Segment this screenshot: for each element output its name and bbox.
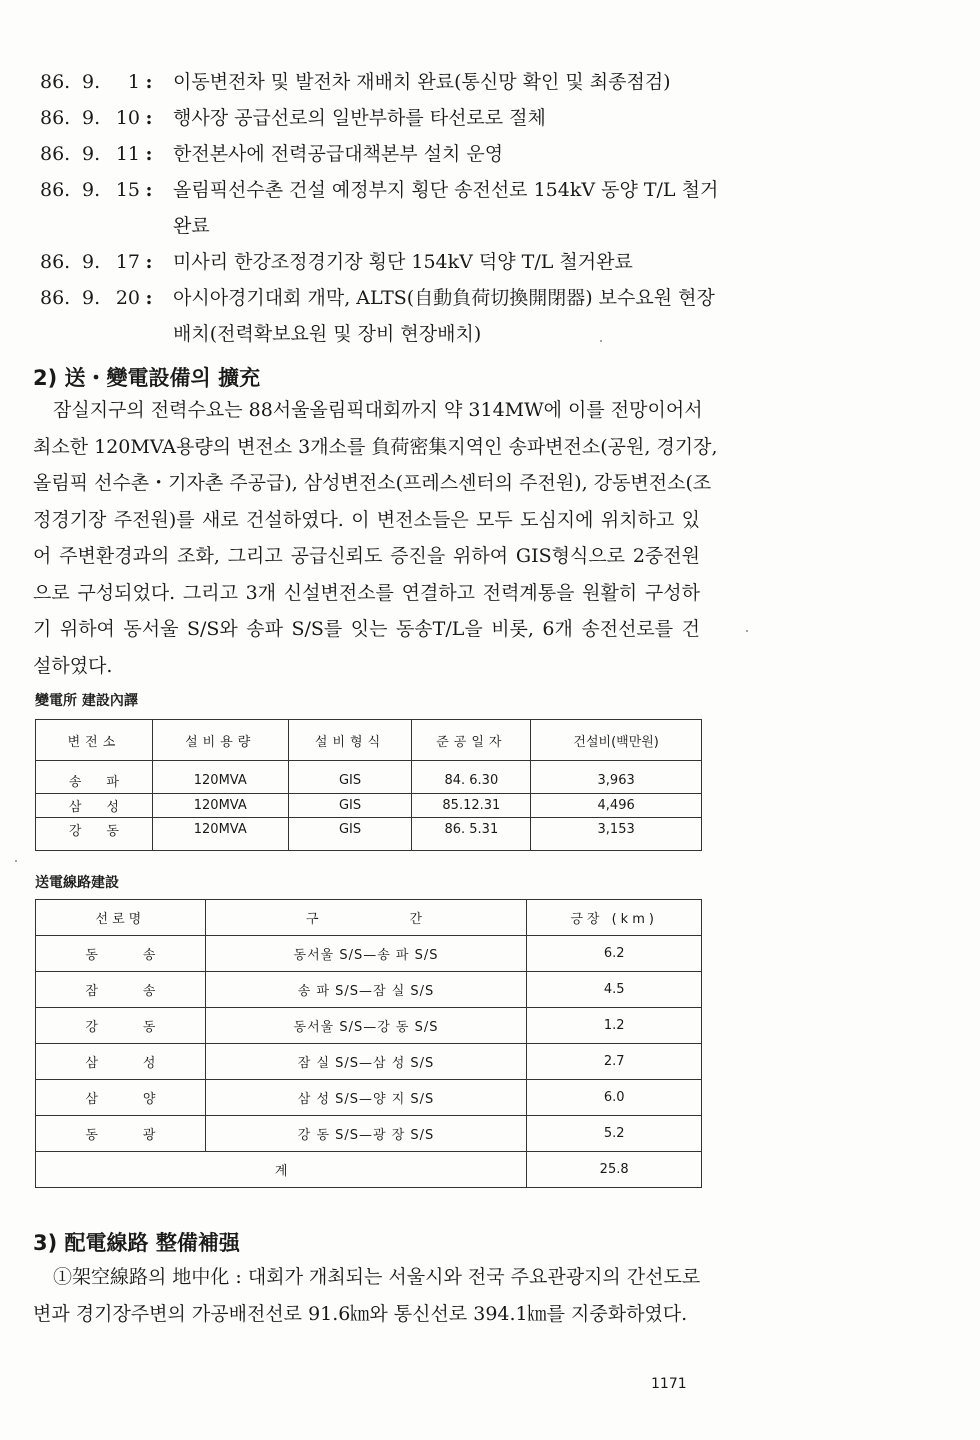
line-name: 동 송 — [36, 936, 206, 972]
length-cell: 6.0 — [527, 1080, 702, 1116]
column-header: 긍장 (km) — [527, 900, 702, 936]
timeline-entry-continuation — [40, 208, 705, 244]
timeline-text: 배치(전력확보요원 및 장비 현장배치) — [173, 323, 482, 345]
total-value: 25.8 — [527, 1152, 702, 1188]
paragraph-line: 최소한 120MVA용량의 변전소 3개소를 負荷密集지역인 송파변전소(공원, 경기장, — [33, 435, 718, 458]
timeline-text: 완료 — [173, 215, 210, 237]
timeline-text: 아시아경기대회 개막, ALTS(自動負荷切換開閉器) 보수요원 현장 — [173, 287, 715, 309]
paragraph-line: 설하였다. — [33, 654, 113, 677]
page-number: 1171 — [651, 1376, 687, 1392]
column-header: 건설비(백만원) — [531, 720, 702, 761]
section-cell: 동서울 S/S—송 파 S/S — [205, 936, 527, 972]
cost-cell: 3,153 — [531, 818, 702, 851]
table-row — [36, 972, 702, 1008]
timeline — [40, 64, 719, 352]
timeline-entry — [40, 172, 719, 208]
line-name: 강 동 — [36, 1008, 206, 1044]
table-total-row — [36, 1152, 702, 1188]
total-label: 계 — [36, 1152, 527, 1188]
type-cell: GIS — [288, 793, 412, 818]
scan-speck — [15, 860, 17, 862]
line-name: 동 광 — [36, 1116, 206, 1152]
timeline-entry — [40, 280, 715, 316]
timeline-date: 86. 9. 20 : — [40, 287, 153, 309]
substation-name: 강 동 — [36, 818, 153, 851]
line-name: 삼 성 — [36, 1044, 206, 1080]
timeline-date: 86. 9. 10 : — [40, 107, 153, 129]
section-2-paragraph — [33, 392, 718, 684]
timeline-entry-continuation — [40, 316, 705, 352]
table-header-row — [36, 900, 702, 936]
length-cell: 5.2 — [527, 1116, 702, 1152]
timeline-entry — [40, 100, 705, 136]
table-row — [36, 818, 702, 851]
table-row — [36, 761, 702, 794]
cost-cell: 4,496 — [531, 793, 702, 818]
timeline-text: 한전본사에 전력공급대책본부 설치 운영 — [173, 143, 504, 165]
section-cell: 강 동 S/S—광 장 S/S — [205, 1116, 527, 1152]
table-row — [36, 1008, 702, 1044]
capacity-cell: 120MVA — [152, 818, 288, 851]
length-cell: 2.7 — [527, 1044, 702, 1080]
date-cell: 86. 5.31 — [412, 818, 531, 851]
line-name: 삼 양 — [36, 1080, 206, 1116]
paragraph-line: 으로 구성되었다. 그리고 3개 신설변전소를 연결하고 전력계통을 원활히 구성하 — [33, 581, 700, 604]
table-row — [36, 1044, 702, 1080]
timeline-entry — [40, 136, 705, 172]
column-header: 구 간 — [205, 900, 527, 936]
timeline-entry — [40, 244, 705, 280]
column-header: 설비용량 — [152, 720, 288, 761]
table-row — [36, 1080, 702, 1116]
column-header: 선로명 — [36, 900, 206, 936]
timeline-date: 86. 9. 15 : — [40, 179, 153, 201]
length-cell: 1.2 — [527, 1008, 702, 1044]
timeline-date: 86. 9. 11 : — [40, 143, 153, 165]
substation-table — [35, 719, 702, 851]
paragraph-line: 잠실지구의 전력수요는 88서울올림픽대회까지 약 314MW에 이를 전망이어서 — [53, 399, 703, 421]
table-row — [36, 793, 702, 818]
transmission-line-table — [35, 899, 702, 1188]
substation-name: 송 파 — [36, 761, 153, 794]
cost-cell: 3,963 — [531, 761, 702, 794]
substation-name: 삼 성 — [36, 793, 153, 818]
column-header: 변전소 — [36, 720, 153, 761]
column-header: 준공일자 — [412, 720, 531, 761]
section-cell: 동서울 S/S—강 동 S/S — [205, 1008, 527, 1044]
timeline-text: 이동변전차 및 발전차 재배치 완료(통신망 확인 및 최종점검) — [173, 71, 671, 93]
section-cell: 삼 성 S/S—양 지 S/S — [205, 1080, 527, 1116]
column-header: 설비형식 — [288, 720, 412, 761]
type-cell: GIS — [288, 761, 412, 794]
table-row — [36, 936, 702, 972]
table-header-row — [36, 720, 702, 761]
section-cell: 잠 실 S/S—삼 성 S/S — [205, 1044, 527, 1080]
paragraph-line: 어 주변환경과의 조화, 그리고 공급신뢰도 증진을 위하여 GIS형식으로 2중전원 — [33, 545, 700, 567]
paragraph-line: 기 위하여 동서울 S/S와 송파 S/S를 잇는 동송T/L을 비롯, 6개 송전선로를 건 — [33, 618, 700, 640]
paragraph-line: ①架空線路의 地中化 : 대회가 개최되는 서울시와 전국 주요관광지의 간선도로 — [53, 1266, 701, 1288]
length-cell: 4.5 — [527, 972, 702, 1008]
timeline-text: 미사리 한강조정경기장 횡단 154kV 덕양 T/L 철거완료 — [173, 251, 633, 273]
section-3-paragraph — [33, 1259, 700, 1332]
date-cell: 84. 6.30 — [412, 761, 531, 794]
capacity-cell: 120MVA — [152, 761, 288, 794]
substation-table-caption: 變電所 建設內譯 — [35, 693, 138, 709]
scan-speck — [746, 630, 748, 632]
length-cell: 6.2 — [527, 936, 702, 972]
line-table-caption: 送電線路建設 — [35, 875, 119, 891]
timeline-date: 86. 9. 1 : — [40, 71, 153, 93]
type-cell: GIS — [288, 818, 412, 851]
line-name: 잠 송 — [36, 972, 206, 1008]
paragraph-line: 올림픽 선수촌・기자촌 주공급), 삼성변전소(프레스센터의 주전원), 강동변전소(조 — [33, 472, 712, 494]
paragraph-line: 정경기장 주전원)를 새로 건설하였다. 이 변전소들은 모두 도심지에 위치하고 있 — [33, 508, 700, 531]
timeline-text: 올림픽선수촌 건설 예정부지 횡단 송전선로 154kV 동양 T/L 철거 — [173, 179, 719, 201]
section-2-heading: 2) 送・變電設備의 擴充 — [33, 366, 261, 390]
timeline-date: 86. 9. 17 : — [40, 251, 153, 273]
timeline-text: 행사장 공급선로의 일반부하를 타선로로 절체 — [173, 107, 546, 129]
capacity-cell: 120MVA — [152, 793, 288, 818]
scan-speck — [600, 340, 602, 342]
section-cell: 송 파 S/S—잠 실 S/S — [205, 972, 527, 1008]
timeline-entry — [40, 64, 705, 100]
section-3-heading: 3) 配電線路 整備補强 — [33, 1231, 240, 1255]
table-row — [36, 1116, 702, 1152]
paragraph-line: 변과 경기장주변의 가공배전선로 91.6㎞와 통신선로 394.1㎞를 지중화하였다. — [33, 1302, 688, 1325]
date-cell: 85.12.31 — [412, 793, 531, 818]
